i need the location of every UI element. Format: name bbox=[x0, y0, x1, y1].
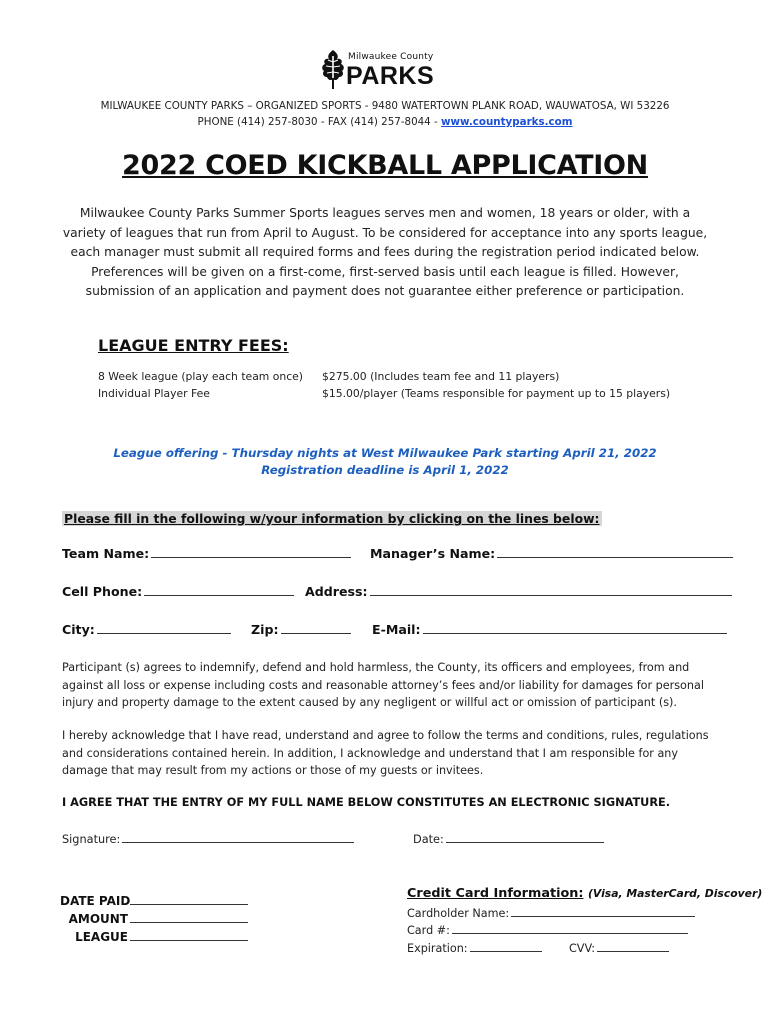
address-field bbox=[305, 584, 732, 599]
cell-phone-label: Cell Phone: bbox=[62, 584, 143, 599]
amount-field bbox=[60, 911, 248, 926]
manager-name-label: Manager’s Name: bbox=[370, 546, 496, 561]
signature-input[interactable] bbox=[122, 832, 354, 843]
fee-value-team: $275.00 (Includes team fee and 11 players) bbox=[322, 370, 560, 383]
league-field bbox=[60, 929, 248, 944]
page-title: 2022 COED KICKBALL APPLICATION bbox=[122, 150, 648, 181]
cvv-field bbox=[569, 941, 669, 955]
fee-value-individual: $15.00/player (Teams responsible for payment up to 15 players) bbox=[322, 387, 671, 400]
cardholder-label: Cardholder Name: bbox=[407, 907, 510, 920]
city-field bbox=[62, 622, 231, 637]
email-input[interactable] bbox=[423, 622, 727, 634]
signature-label: Signature: bbox=[62, 833, 121, 846]
expiration-label: Expiration: bbox=[407, 942, 468, 955]
header-contact bbox=[0, 116, 770, 128]
team-name-input[interactable] bbox=[151, 546, 351, 558]
address-input[interactable] bbox=[370, 584, 732, 596]
logo-county-text: Milwaukee County bbox=[348, 52, 434, 62]
electronic-signature-agreement: I AGREE THAT THE ENTRY OF MY FULL NAME BELOW CONSTITUTES AN ELECTRONIC SIGNATURE. bbox=[62, 796, 671, 809]
manager-name-input[interactable] bbox=[497, 546, 733, 558]
date-paid-field bbox=[60, 893, 248, 908]
cvv-label: CVV: bbox=[569, 942, 595, 955]
indemnify-paragraph: Participant (s) agrees to indemnify, defend and hold harmless, the County, its officers and employees, from and against all loss or expense including costs and reasonable attorney’s fees and/or liability for damages for personal injury and property damage to the extent caused by any negligent or willful act or omission of participant (s). bbox=[62, 661, 704, 709]
credit-card-title: Credit Card Information: bbox=[407, 886, 584, 901]
league-fees-heading: LEAGUE ENTRY FEES: bbox=[98, 336, 289, 355]
league-input[interactable] bbox=[130, 929, 248, 941]
zip-label: Zip: bbox=[251, 622, 279, 637]
email-field bbox=[372, 622, 727, 637]
cardholder-input[interactable] bbox=[511, 906, 695, 917]
oak-leaf-icon bbox=[320, 48, 346, 90]
registration-deadline: Registration deadline is April 1, 2022 bbox=[261, 463, 509, 477]
amount-input[interactable] bbox=[130, 911, 248, 923]
fee-label-individual: Individual Player Fee bbox=[98, 387, 210, 400]
signature-field bbox=[62, 832, 354, 846]
cell-phone-field bbox=[62, 584, 294, 599]
league-offering: League offering - Thursday nights at West Milwaukee Park starting April 21, 2022 bbox=[113, 446, 657, 460]
date-paid-input[interactable] bbox=[130, 893, 248, 905]
date-input[interactable] bbox=[446, 832, 604, 843]
card-number-label: Card #: bbox=[407, 924, 450, 937]
form-instructions: Please fill in the following w/your information by clicking on the lines below: bbox=[64, 511, 600, 526]
address-label: Address: bbox=[305, 584, 368, 599]
city-input[interactable] bbox=[97, 622, 231, 634]
credit-card-types: (Visa, MasterCard, Discover) bbox=[587, 887, 763, 900]
website-link[interactable]: www.countyparks.com bbox=[441, 116, 573, 128]
logo-parks-text: PARKS bbox=[346, 62, 435, 90]
amount-label: AMOUNT bbox=[68, 912, 128, 926]
parks-logo bbox=[320, 48, 435, 92]
expiration-field bbox=[407, 941, 542, 955]
credit-card-heading bbox=[407, 886, 762, 901]
email-label: E-Mail: bbox=[372, 622, 421, 637]
fee-label-team: 8 Week league (play each team once) bbox=[98, 370, 303, 383]
cvv-input[interactable] bbox=[597, 941, 669, 952]
league-label: LEAGUE bbox=[75, 930, 128, 944]
zip-field bbox=[251, 622, 351, 637]
date-field bbox=[413, 832, 604, 846]
team-name-label: Team Name: bbox=[62, 546, 150, 561]
card-number-field bbox=[407, 923, 688, 937]
zip-input[interactable] bbox=[281, 622, 351, 634]
acknowledge-paragraph: I hereby acknowledge that I have read, understand and agree to follow the terms and conditions, rules, regulations and considerations contained herein. In addition, I acknowledge and understand that I am responsible for any damage that may result from my actions or those of my guests or invitees. bbox=[62, 729, 709, 777]
intro-paragraph: Milwaukee County Parks Summer Sports leagues serves men and women, 18 years or older, with a variety of leagues that run from April to August. To be considered for acceptance into any sports league, each manager must submit all required forms and fees during the registration period indicated below. Preferences will be given on a first-come, first-served basis until each league is filled. However, submission of an application and payment does not guarantee either preference or participation. bbox=[62, 206, 708, 298]
date-label: Date: bbox=[413, 833, 444, 846]
date-paid-label: DATE PAID bbox=[60, 894, 131, 908]
cell-phone-input[interactable] bbox=[144, 584, 294, 596]
city-label: City: bbox=[62, 622, 95, 637]
expiration-input[interactable] bbox=[470, 941, 542, 952]
header-address: MILWAUKEE COUNTY PARKS – ORGANIZED SPORTS - 9480 WATERTOWN PLANK ROAD, WAUWATOSA, WI 53226 bbox=[100, 100, 670, 112]
cardholder-field bbox=[407, 906, 695, 920]
card-number-input[interactable] bbox=[452, 923, 688, 934]
header-phone-fax: PHONE (414) 257-8030 - FAX (414) 257-8044 - bbox=[197, 116, 441, 128]
manager-name-field bbox=[370, 546, 733, 561]
team-name-field bbox=[62, 546, 351, 561]
